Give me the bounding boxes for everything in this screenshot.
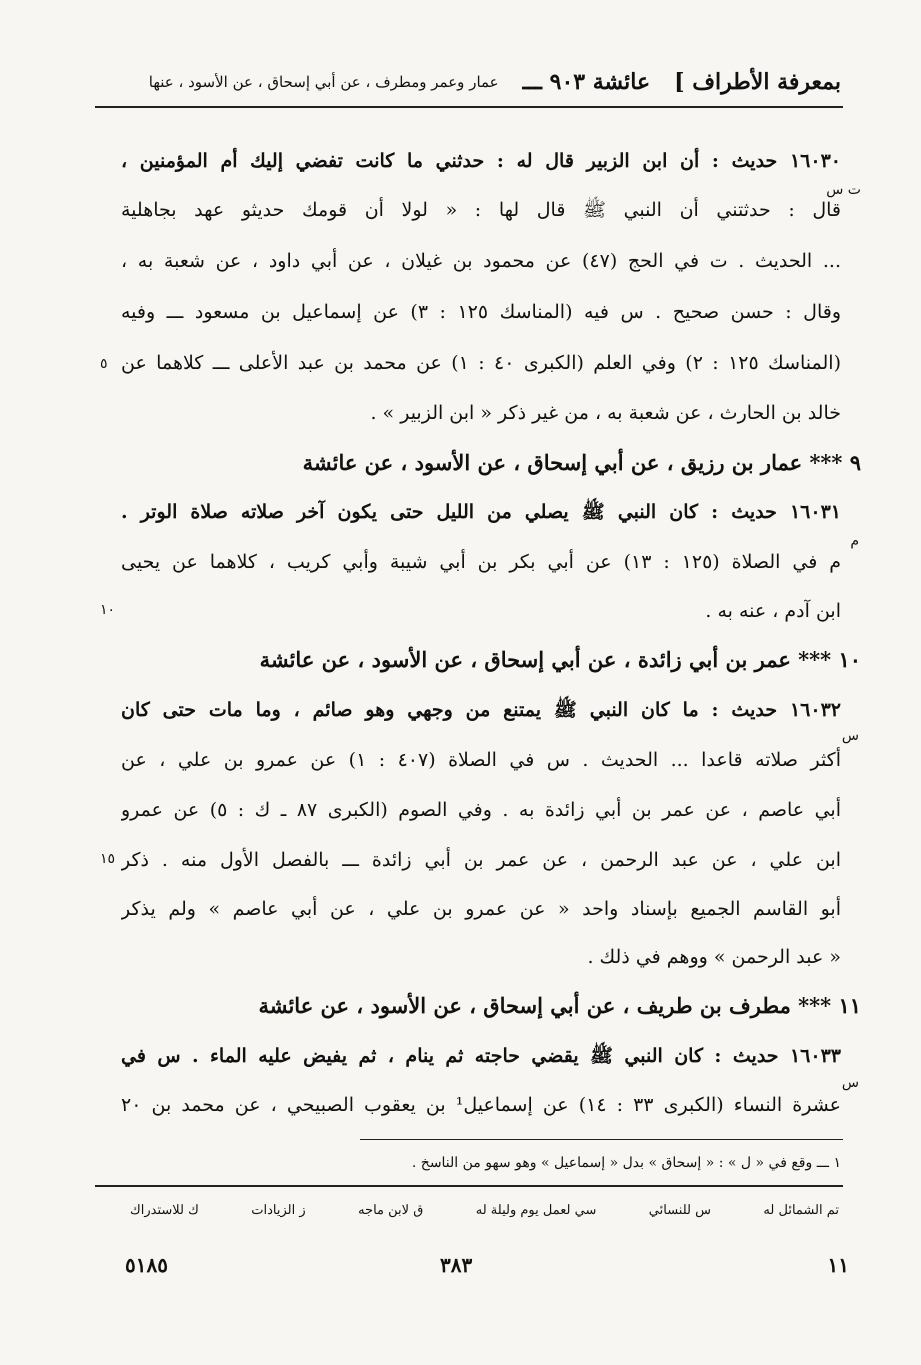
header-rule	[95, 106, 843, 108]
isnad-heading: ٩ *** عمار بن رزيق ، عن أبي إسحاق ، عن الأسود ، عن عائشة	[302, 450, 861, 475]
text-line: ١٦٠٣٢ حديث : ما كان النبي ﷺ يمتنع من وجهي وهو صائم ، وما مات حتى كان	[121, 699, 841, 721]
footnote: ١ ـــ وقع في « ل » : « إسحاق » بدل « إسماعيل » وهو سهو من الناسخ .	[411, 1155, 841, 1171]
text-line: ١٦٠٣٠ حديث : أن ابن الزبير قال له : حدثني ما كانت تفضي إليك أم المؤمنين ،	[121, 150, 841, 172]
header-title: بمعرفة الأطراف ]	[674, 69, 841, 95]
text-line: قال : حدثتني أن النبي ﷺ قال لها : « لولا أن قومك حديثو عهد بجاهلية	[121, 199, 841, 221]
symbols-legend	[130, 1195, 839, 1225]
text-line: ١٦٠٣١ حديث : كان النبي ﷺ يصلي من الليل حتى يكون آخر صلاته صلاة الوتر .	[121, 501, 841, 523]
footnote-rule	[360, 1139, 843, 1140]
running-header	[95, 62, 841, 102]
symbol-item: ق لابن ماجه	[358, 1202, 424, 1218]
line-number: ١٠	[100, 602, 116, 618]
sequence-number: ٥١٨٥	[125, 1253, 168, 1277]
symbol-item: ز الزيادات	[251, 1202, 306, 1218]
line-number: ٥	[100, 356, 108, 372]
margin-mark: س	[841, 728, 859, 744]
text-line: م في الصلاة (١٢٥ : ١٣) عن أبي بكر بن أبي شيبة وأبي كريب ، كلاهما عن يحيى	[121, 551, 841, 573]
text-line: (المناسك ١٢٥ : ٢) وفي العلم (الكبرى ٤٠ : ١) عن محمد بن عبد الأعلى ـــ كلاهما عن	[121, 352, 841, 374]
symbol-item: سي لعمل يوم وليلة له	[475, 1202, 597, 1218]
text-line: أبي عاصم ، عن عمر بن أبي زائدة به . وفي الصوم (الكبرى ٨٧ ـ ك : ٥) عن عمرو	[121, 799, 841, 821]
legend-rule	[95, 1185, 843, 1187]
text-line: وقال : حسن صحيح . س فيه (المناسك ١٢٥ : ٣) عن إسماعيل بن مسعود ـــ وفيه	[121, 301, 841, 323]
margin-mark: م	[850, 533, 859, 549]
page-number: ٣٨٣	[440, 1253, 473, 1277]
text-line: ... الحديث . ت في الحج (٤٧) عن محمود بن غيلان ، عن أبي داود ، عن شعبة به ،	[121, 250, 841, 272]
line-number: ١٥	[100, 851, 116, 867]
margin-mark: س	[841, 1075, 859, 1091]
symbol-item: تم الشمائل له	[763, 1202, 839, 1218]
text-line: ابن آدم ، عنه به .	[705, 600, 841, 622]
isnad-heading: ١٠ *** عمر بن أبي زائدة ، عن أبي إسحاق ، عن الأسود ، عن عائشة	[259, 647, 861, 672]
header-section: عائشة ٩٠٣ ـــ	[522, 69, 651, 95]
text-line: ابن علي ، عن عبد الرحمن ، عن عمر بن أبي زائدة ـــ بالفصل الأول منه . ذكر	[121, 849, 841, 871]
symbol-item: ك للاستدراك	[130, 1202, 199, 1218]
isnad-heading: ١١ *** مطرف بن طريف ، عن أبي إسحاق ، عن الأسود ، عن عائشة	[258, 993, 861, 1018]
text-line: أكثر صلاته قاعدا ... الحديث . س في الصلاة (٤٠٧ : ١) عن عمرو بن علي ، عن	[121, 749, 841, 771]
symbol-item: س للنسائي	[648, 1202, 711, 1218]
text-line: ١٦٠٣٣ حديث : كان النبي ﷺ يقضي حاجته ثم ينام ، ثم يفيض عليه الماء . س في	[121, 1045, 841, 1067]
margin-mark: ت س	[826, 182, 861, 198]
text-line: خالد بن الحارث ، عن شعبة به ، من غير ذكر « ابن الزبير » .	[370, 402, 841, 424]
text-line: عشرة النساء (الكبرى ٣٣ : ١٤) عن إسماعيل¹ بن يعقوب الصبيحي ، عن محمد بن ٢٠	[121, 1094, 841, 1116]
text-line: « عبد الرحمن » ووهم في ذلك .	[587, 946, 841, 968]
volume-number: ١١	[827, 1253, 849, 1277]
text-line: أبو القاسم الجميع بإسناد واحد « عن عمرو بن علي ، عن أبي عاصم » ولم يذكر	[121, 898, 841, 920]
header-chain: عمار وعمر ومطرف ، عن أبي إسحاق ، عن الأسود ، عنها	[148, 73, 499, 91]
